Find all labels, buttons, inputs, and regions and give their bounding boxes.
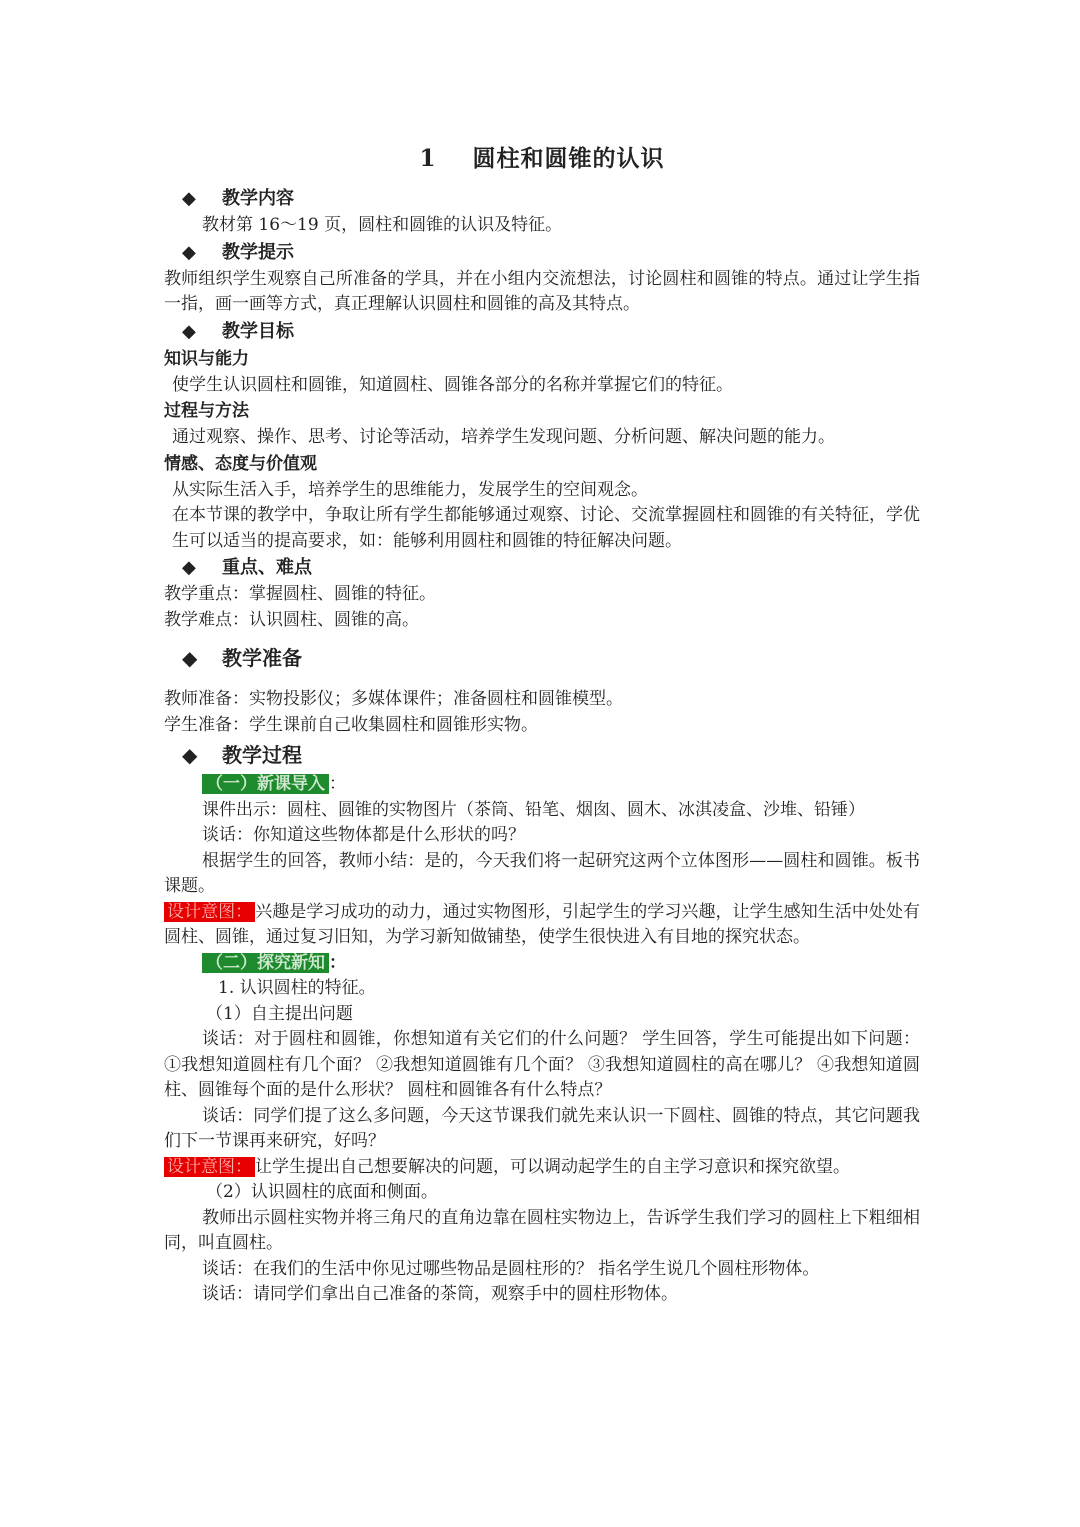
green-highlight-tag: （二）探究新知	[202, 953, 329, 973]
student-prep-paragraph: 学生准备：学生课前自己收集圆柱和圆锥形实物。	[164, 714, 538, 735]
intro-paragraph-1: 课件出示：圆柱、圆锥的实物图片（茶筒、铅笔、烟囱、圆木、冰淇凌盒、沙堆、铅锤）	[202, 799, 865, 820]
section-heading-key-points: ◆ 重点、难点	[164, 554, 920, 582]
teacher-prep-paragraph: 教师准备：实物投影仪；多媒体课件；准备圆柱和圆锥模型。	[164, 689, 623, 709]
subheading-process: 过程与方法	[164, 401, 249, 421]
section-heading-preparation: ◆ 教学准备	[164, 641, 920, 675]
red-highlight-tag: 设计意图：	[164, 1157, 255, 1177]
explore-paragraph-5: 谈话：请同学们拿出自己准备的茶筒，观察手中的圆柱形物体。	[202, 1284, 678, 1304]
design-intent-1: 设计意图： 兴趣是学习成功的动力，通过实物图形，引起学生的学习兴趣，让学生感知生活中处处有圆柱、圆锥，通过复习旧知，为学习新知做铺垫，使学生很快进入有目地的探究状态。	[164, 901, 921, 947]
explore-paragraph-3: 教师出示圆柱实物并将三角尺的直角边靠在圆柱实物边上，告诉学生我们学习的圆柱上下粗细相同，叫直圆柱。	[164, 1207, 920, 1253]
intro-paragraph-2: 谈话：你知道这些物体都是什么形状的吗？	[202, 825, 525, 845]
diamond-bullet-icon: ◆	[182, 241, 196, 263]
subheading-knowledge: 知识与能力	[164, 348, 249, 369]
diamond-bullet-icon: ◆	[182, 557, 196, 578]
diamond-bullet-icon: ◆	[182, 188, 196, 209]
intro-paragraph-3: 根据学生的回答，教师小结：是的，今天我们将一起研究这两个立体图形——圆柱和圆锥。板书课题。	[164, 850, 920, 896]
section-heading-content: ◆ 教学内容	[164, 185, 920, 213]
explore-paragraph-4: 谈话：在我们的生活中你见过哪些物品是圆柱形的？ 指名学生说几个圆柱形物体。	[202, 1258, 820, 1279]
section-heading-tips: ◆ 教学提示	[164, 239, 920, 267]
key-point-paragraph: 教学重点：掌握圆柱、圆锥的特征。	[164, 584, 436, 604]
process-paragraph: 通过观察、操作、思考、讨论等活动，培养学生发现问题、分析问题、解决问题的能力。	[172, 427, 835, 447]
design-intent-2: 设计意图： 让学生提出自己想要解决的问题，可以调动起学生的自主学习意识和探究欲望。	[164, 1155, 920, 1181]
page-title	[164, 140, 920, 173]
attitude-paragraph-2: 在本节课的教学中，争取让所有学生都能够通过观察、讨论、交流掌握圆柱和圆锥的有关特征，学优生可以适当的提高要求，如：能够利用圆柱和圆锥的特征解决问题。	[172, 505, 920, 551]
red-highlight-tag: 设计意图：	[164, 902, 255, 922]
diamond-bullet-icon: ◆	[182, 743, 198, 767]
explore-item-1-1: （1）自主提出问题	[206, 1003, 353, 1024]
diamond-bullet-icon: ◆	[182, 320, 196, 342]
title-text: 圆柱和圆锥的认识	[472, 145, 665, 172]
lesson-page	[164, 140, 920, 1308]
part-heading-intro: （一）新课导入 ：	[164, 772, 920, 798]
subheading-attitude: 情感、态度与价值观	[164, 453, 317, 474]
section-heading-goals: ◆ 教学目标	[164, 318, 920, 346]
green-highlight-tag: （一）新课导入	[202, 774, 329, 794]
knowledge-paragraph: 使学生认识圆柱和圆锥，知道圆柱、圆锥各部分的名称并掌握它们的特征。	[172, 374, 733, 395]
explore-item-1-2: （2）认识圆柱的底面和侧面。	[206, 1182, 438, 1202]
explore-paragraph-1: 谈话：对于圆柱和圆锥，你想知道有关它们的什么问题？ 学生回答，学生可能提出如下问题： ①我想知道圆柱有几个面？ ②我想知道圆锥有几个面？ ③我想知道圆柱的高在哪儿？ ④我想知道圆柱、圆锥每个面的是什么形状？ 圆柱和圆锥各有什么特点？	[164, 1029, 920, 1100]
part-heading-explore: （二）探究新知 ：	[164, 951, 920, 977]
title-number: 1	[419, 145, 437, 172]
explore-paragraph-2: 谈话：同学们提了这么多问题，今天这节课我们就先来认识一下圆柱、圆锥的特点，其它问题我们下一节课再来研究，好吗？	[164, 1105, 920, 1151]
attitude-paragraph: 从实际生活入手，培养学生的思维能力，发展学生的空间观念。	[172, 479, 648, 500]
diamond-bullet-icon: ◆	[182, 646, 198, 670]
tips-paragraph: 教师组织学生观察自己所准备的学具，并在小组内交流想法，讨论圆柱和圆锥的特点。通过让学生指一指，画一画等方式，真正理解认识圆柱和圆锥的高及其特点。	[164, 268, 920, 314]
content-paragraph: 教材第 16～19 页，圆柱和圆锥的认识及特征。	[202, 215, 563, 235]
difficulty-paragraph: 教学难点：认识圆柱、圆锥的高。	[164, 609, 419, 630]
section-heading-process: ◆ 教学过程	[164, 738, 920, 772]
explore-item-1: 1. 认识圆柱的特征。	[218, 978, 376, 998]
